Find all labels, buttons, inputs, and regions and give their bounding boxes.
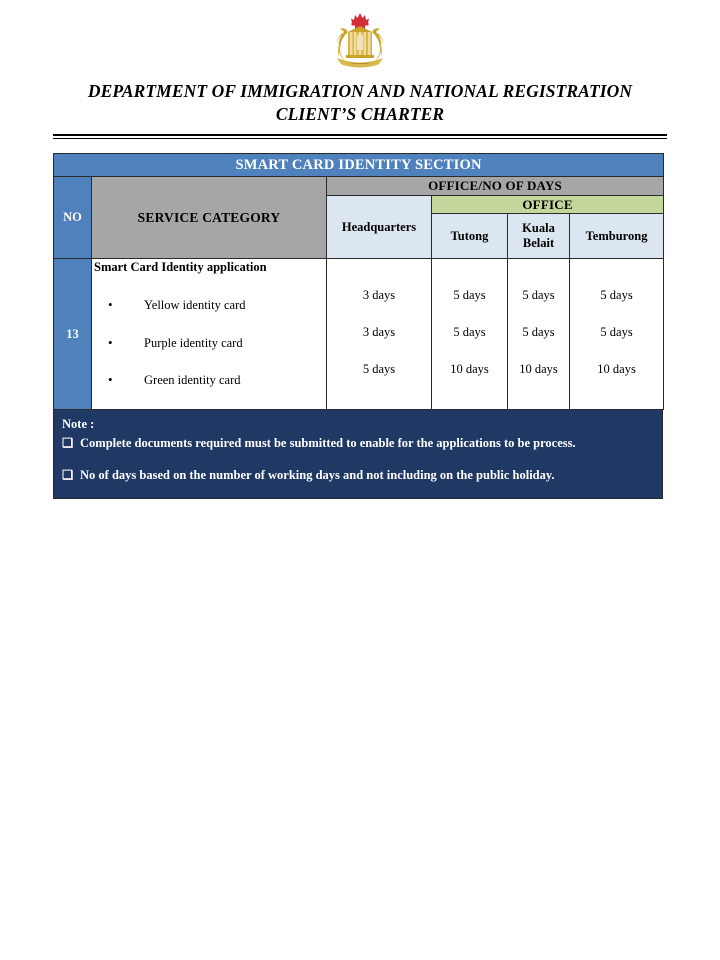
kuala-belait-days-cell [508, 259, 570, 410]
header-tutong: Tutong [432, 214, 508, 259]
checkbox-icon: ❑ [62, 468, 74, 482]
header-office: OFFICE [432, 196, 664, 214]
charter-table-container [53, 153, 663, 499]
list-item-label: Yellow identity card [144, 298, 246, 312]
days-value: 5 days [362, 361, 396, 376]
emblem-container [0, 0, 720, 72]
row-number: 13 [54, 259, 92, 410]
spacer [508, 271, 569, 287]
title-line-2: CLIENT’S CHARTER [275, 104, 445, 124]
days-value: 5 days [453, 287, 486, 302]
bullet-icon: • [108, 372, 113, 387]
document-title [0, 72, 720, 126]
days-value: 5 days [522, 287, 555, 302]
list-item-label: Purple identity card [144, 336, 243, 350]
note-item [62, 467, 652, 484]
days-value: 10 days [450, 361, 489, 376]
note-label: Note : [62, 417, 95, 431]
headquarters-days-cell [327, 259, 432, 410]
charter-table [53, 153, 664, 410]
brunei-state-crest-icon [327, 10, 393, 72]
table-header-row-1 [54, 177, 664, 196]
temburong-days-cell [570, 259, 664, 410]
days-value: 3 days [362, 287, 396, 302]
note-item [62, 435, 652, 452]
days-value: 5 days [600, 324, 633, 339]
days-value: 10 days [519, 361, 558, 376]
header-no: NO [54, 177, 92, 259]
section-title-cell: SMART CARD IDENTITY SECTION [54, 154, 664, 177]
service-category-cell [92, 259, 327, 410]
header-kuala-belait: Kuala Belait [508, 214, 570, 259]
checkbox-icon: ❑ [62, 436, 74, 450]
spacer [432, 271, 507, 287]
table-section-title-row [54, 154, 664, 177]
days-value: 5 days [600, 287, 633, 302]
table-row [54, 259, 664, 410]
note-item-text: Complete documents required must be submitted to enable for the applications to be process. [80, 436, 576, 450]
title-line-1: DEPARTMENT OF IMMIGRATION AND NATIONAL REGISTRATION [87, 81, 633, 101]
note-item-text: No of days based on the number of working days and not including on the public holiday. [80, 468, 555, 482]
days-value: 3 days [362, 324, 396, 339]
service-item-list [92, 275, 326, 409]
service-heading: Smart Card Identity application [94, 260, 267, 274]
title-divider [53, 134, 667, 139]
header-service-category: SERVICE CATEGORY [92, 177, 327, 259]
days-value: 5 days [522, 324, 555, 339]
header-temburong: Temburong [570, 214, 664, 259]
list-item-label: Green identity card [144, 373, 241, 387]
header-office-no-of-days: OFFICE/NO OF DAYS [327, 177, 664, 196]
tutong-days-cell [432, 259, 508, 410]
list-item [92, 335, 326, 372]
header-headquarters: Headquarters [327, 196, 432, 259]
note-box [53, 410, 663, 499]
bullet-icon: • [108, 335, 113, 350]
list-item [92, 372, 326, 409]
spacer [570, 271, 663, 287]
spacer [327, 271, 431, 287]
bullet-icon: • [108, 297, 113, 312]
days-value: 10 days [597, 361, 636, 376]
days-value: 5 days [453, 324, 486, 339]
list-item [92, 275, 326, 335]
